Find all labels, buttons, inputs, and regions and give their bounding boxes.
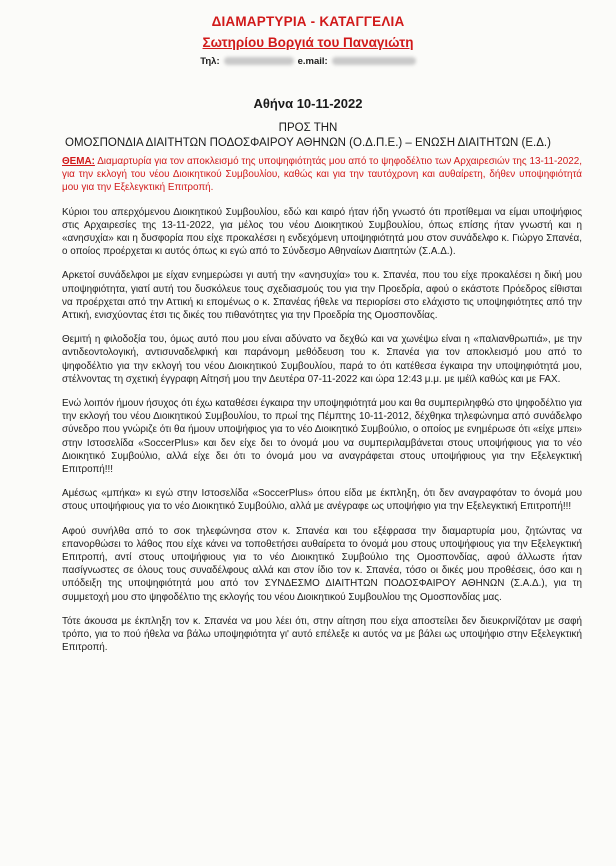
body-paragraph-4: Ενώ λοιπόν ήμουν ήσυχος ότι έχω καταθέσει έγκαιρα την υποψηφιότητά μου και θα συμπεριληφθώ στο ψηφοδέλτιο για την εκλογή του νέου Διοικητικού Συμβουλίου, το πρωί της Πέμπτης 10-11-2012, δέχθηκα τηλεφώνημα από συνάδελφο σύνεδρο που γνώριζε ότι θα ήμουν υποψήφιος για το νέο Διοικητικό Συμβούλιο, ο οποίος με ενημέρωσε ότι «είχε μπει» στην Ιστοσελίδα «SoccerPlus» και δεν είχε δει το όνομά μου να συμπεριλαμβάνεται στους υποψήφιους για το νέο Διοικητικό Συμβούλιο, αλλά είχε δει ότι το όνομά μου να αναγράφεται στους υποψήφιους για την Εξελεγκτική Επιτροπή!!! <box>62 398 582 476</box>
contact-line <box>0 56 616 67</box>
recipient-line-1: ΠΡΟΣ ΤΗΝ <box>278 122 338 134</box>
document-date: Αθήνα 10-11-2022 <box>253 96 363 111</box>
recipient-line-2: ΟΜΟΣΠΟΝΔΙΑ ΔΙΑΙΤΗΤΩΝ ΠΟΔΟΣΦΑΙΡΟΥ ΑΘΗΝΩΝ (Ο.Δ.Π.Ε.) – ΕΝΩΣΗ ΔΙΑΙΤΗΤΩΝ (Ε.Δ.) <box>65 137 551 149</box>
redacted-phone <box>224 57 294 65</box>
email-label: e.mail: <box>297 56 328 67</box>
subject-text: Διαμαρτυρία για τον αποκλεισμό της υποψηφιότητάς μου από το ψηφοδέλτιο των Αρχαιρεσιών της 13-11-2022, για την εκλογή του νέου Διοικητικού Συμβουλίου, καθώς και για την ταυτόχρονη και αυθαίρετη, δήθεν υποψηφιότητά μου για την Εξελεγκτική Επιτροπή. <box>62 156 582 194</box>
body-paragraph-2: Αρκετοί συνάδελφοι με είχαν ενημερώσει γι αυτή την «ανησυχία» του κ. Σπανέα, που του είχε προκαλέσει η δική μου υποψηφιότητα, γιατί αυτή του δυσκόλευε τους σχεδιασμούς του για την Προεδρία, αφού ο εκάστοτε Πρόεδρος είθισται να προέρχεται από την Αττική κι επομένως ο κ. Σπανέας ήθελε να περιορίσει στο ελάχιστο τις υποψηφιότητες από την Αττική, ενισχύοντας έτσι τις δικές του πιθανότητες για την Προεδρία της Ομοσπονδίας. <box>62 270 582 322</box>
subject-paragraph <box>62 155 582 195</box>
body-paragraph-5: Αμέσως «μπήκα» κι εγώ στην Ιστοσελίδα «SoccerPlus» όπου είδα με έκπληξη, ότι δεν αναγραφόταν το όνομά μου στους υποψήφιους για το νέο Διοικητικό Συμβούλιο, αλλά με ανέγραφε ως υποψήφιο για την Εξελεγκτική Επιτροπή!!! <box>62 488 582 513</box>
body-paragraph-6: Αφού συνήλθα από το σοκ τηλεφώνησα στον κ. Σπανέα και του εξέφρασα την διαμαρτυρία μου, ζητώντας να επανορθώσει το λάθος που είχε κάνει να τοποθετήσει αυθαίρετα το όνομά μου στους υποψήφιους για την Εξελεγκτική Επιτροπή, αντί στους υποψήφιους για το νέο Διοικητικό Συμβούλιο της Ομοσπονδίας, αφού άλλωστε ήταν πασίγνωστες σε όλους τους συναδέλφους αλλά και στον ίδιο τον κ. Σπανέα, τόσο οι δικές μου προθέσεις, όσο και η υπόδειξη της υποψηφιότητά μου από τον ΣΥΝΔΕΣΜΟ ΔΙΑΙΤΗΤΩΝ ΠΟΔΟΣΦΑΙΡΟΥ ΑΘΗΝΩΝ (Σ.Α.Δ.), για τη συμμετοχή μου στο ψηφοδέλτιο της εκλογής του νέου Διοικητικού Συμβουλίου της Ομοσπονδίας μας. <box>62 525 582 603</box>
phone-label: Τηλ: <box>200 56 220 67</box>
document-header <box>0 14 616 67</box>
document-title: ΔΙΑΜΑΡΤΥΡΙΑ - ΚΑΤΑΓΓΕΛΙΑ <box>211 14 405 29</box>
document-body <box>62 155 582 666</box>
body-paragraph-1: Κύριοι του απερχόμενου Διοικητικού Συμβουλίου, εδώ και καιρό ήταν ήδη γνωστό ότι προτίθεμαι να είμαι υποψήφιος στις Αρχαιρεσίες της 13-11-2022, για μέλος του νέου Διοικητικού Συμβουλίου, όπως επίσης ήταν γνωστή και η «ανησυχία» και η δυσφορία που είχε προκαλέσει η ενδεχόμενη υποψηφιότητά μου στον συνάδελφο κ. Γιώργο Σπανέα, ο οποίος προέρχεται κι αυτός όπως κι εγώ από το Σύνδεσμο Αθηναίων Διαιτητών (Σ.Α.Δ.). <box>62 206 582 258</box>
subject-label: ΘΕΜΑ: <box>62 156 95 167</box>
author-name: Σωτηρίου Βοργιά του Παναγιώτη <box>202 35 414 50</box>
body-paragraph-7: Τότε άκουσα με έκπληξη τον κ. Σπανέα να μου λέει ότι, στην αίτηση που είχα αποστείλει δεν διευκρινίζόταν με σαφή τρόπο, για το πού ήθελα να βάλω υποψηφιότητα γι' αυτό επέλεξε κι αυτός να με βάλει ως υποψήφιο στην Εξελεγκτική Επιτροπή. <box>62 615 582 654</box>
body-paragraph-3: Θεμιτή η φιλοδοξία του, όμως αυτό που μου είναι αδύνατο να δεχθώ και να χωνέψω είναι η «παλιανθρωπιά», με την αντιδεοντολογική, αντισυναδελφική και παράνομη μεθόδευση του κ. Σπανέα για τον αποκλεισμό μου από το ψηφοδέλτιο για την εκλογή του νέου Διοικητικού Συμβουλίου, παρά το ότι κατέθεσα έγκαιρα την υποψηφιότητά μου, στέλνοντας τη σχετική έγγραφη Αίτησή μου την Δευτέρα 07-11-2022 και ώρα 12:43 μ.μ. με ιμέϊλ καθώς και με FAX. <box>62 334 582 385</box>
redacted-email <box>332 57 416 65</box>
recipient-block <box>0 121 616 151</box>
